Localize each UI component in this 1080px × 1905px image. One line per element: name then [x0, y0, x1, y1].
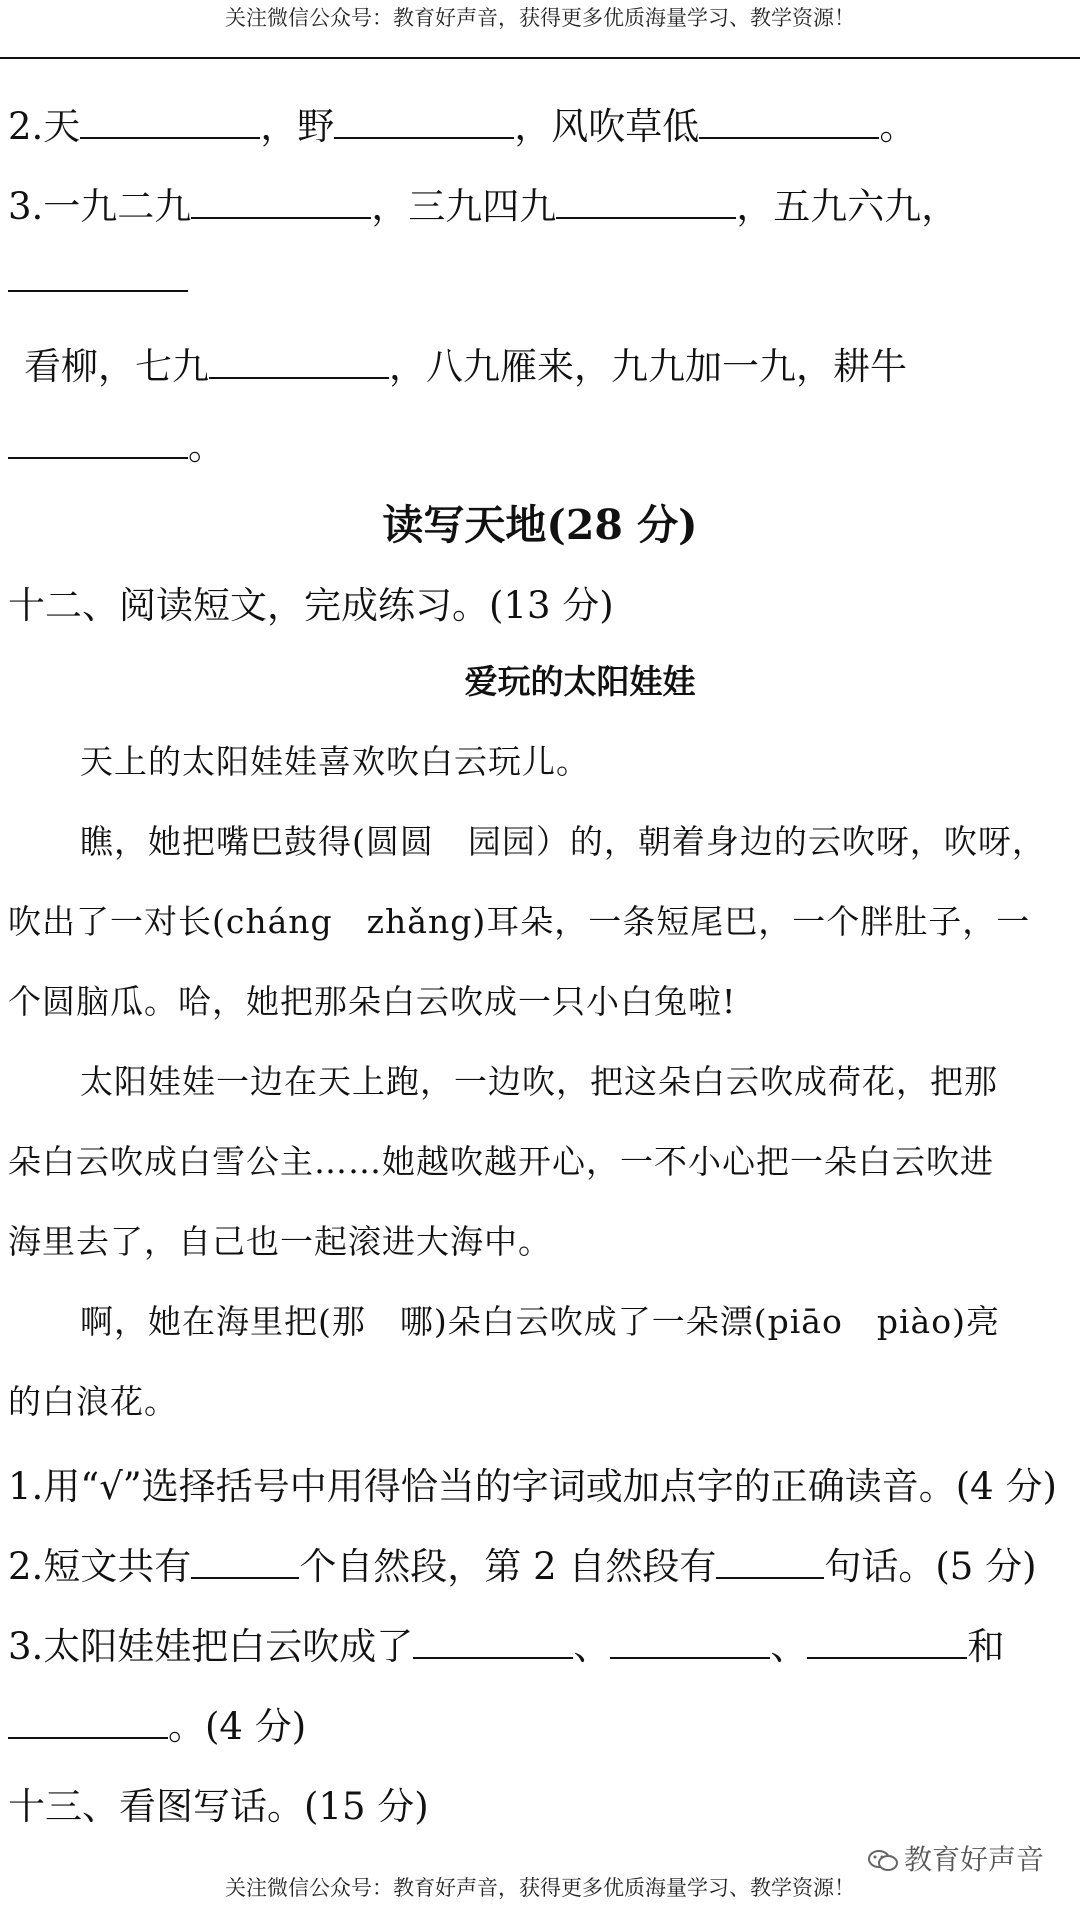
text-fragment: 2.天: [8, 105, 81, 148]
text-fragment: 。(4 分): [168, 1705, 307, 1748]
passage-line: 瞧，她把嘴巴鼓得(圆圆 园园）的，朝着身边的云吹呀，吹呀，: [80, 822, 1046, 861]
text-fragment: 3.一九二九: [8, 185, 192, 228]
passage-line: 天上的太阳娃娃喜欢吹白云玩儿。: [80, 742, 590, 781]
page-footer: 关注微信公众号：教育好声音，获得更多优质海量学习、教学资源！: [225, 1876, 855, 1900]
text-fragment: ，五九六九，: [736, 185, 959, 228]
fill-line-3a: [8, 176, 958, 230]
fill-line-3d: [8, 416, 225, 470]
q13-heading: 十三、看图写话。(15 分): [8, 1785, 429, 1828]
text-fragment: 3.太阳娃娃把白云吹成了: [8, 1625, 414, 1668]
answer-blank[interactable]: [8, 1701, 168, 1739]
passage-line: 的白浪花。: [8, 1382, 178, 1421]
passage-line: 朵白云吹成白雪公主……她越吹越开心，一不小心把一朵白云吹进: [8, 1142, 994, 1181]
text-fragment: ，风吹草低: [514, 105, 700, 148]
answer-blank[interactable]: [209, 341, 389, 379]
text-fragment: 。: [188, 425, 225, 468]
text-fragment: 句话。(5 分): [824, 1545, 1037, 1588]
passage-line: 啊，她在海里把(那 哪)朵白云吹成了一朵漂(piāo piào)亮: [80, 1302, 1000, 1341]
text-fragment: ，八九雁来，九九加一九，耕牛: [389, 345, 907, 388]
passage-line: 太阳娃娃一边在天上跑，一边吹，把这朵白云吹成荷花，把那: [80, 1062, 998, 1101]
answer-blank[interactable]: [807, 1621, 967, 1659]
passage-line: 海里去了，自己也一起滚进大海中。: [8, 1222, 552, 1261]
answer-blank[interactable]: [191, 181, 371, 219]
passage-line: 吹出了一对长(cháng zhǎng)耳朵，一条短尾巴，一个胖肚子，一: [8, 902, 1031, 941]
answer-blank[interactable]: [699, 101, 879, 139]
text-fragment: 2.短文共有: [8, 1545, 192, 1588]
passage-title: 爱玩的太阳娃娃: [464, 662, 696, 701]
text-fragment: 看柳，七九: [24, 345, 209, 388]
text-fragment: 、: [573, 1625, 611, 1668]
answer-blank[interactable]: [8, 290, 188, 292]
text-fragment: 。: [879, 105, 917, 148]
answer-blank[interactable]: [80, 101, 260, 139]
answer-blank[interactable]: [334, 101, 514, 139]
answer-blank[interactable]: [556, 181, 736, 219]
text-fragment: 和: [967, 1625, 1005, 1668]
answer-blank[interactable]: [191, 1541, 299, 1579]
watermark-text: 教育好声音: [903, 1843, 1044, 1876]
text-fragment: ，三九四九: [371, 185, 557, 228]
fill-line-3c: [24, 336, 907, 390]
text-fragment: ，野: [260, 105, 335, 148]
answer-blank[interactable]: [716, 1541, 824, 1579]
text-fragment: 、: [770, 1625, 808, 1668]
q12-sub3-cont: [8, 1696, 306, 1750]
fill-line-2: [8, 96, 916, 150]
wechat-icon: [868, 1846, 898, 1868]
q12-sub1: 1.用“√”选择括号中用得恰当的字词或加点字的正确读音。(4 分): [8, 1465, 1057, 1508]
answer-blank[interactable]: [610, 1621, 770, 1659]
section-title: 读写天地(28 分): [382, 501, 698, 549]
text-fragment: 个自然段，第 2 自然段有: [299, 1545, 717, 1588]
q12-sub2: [8, 1536, 1037, 1590]
page-header: 关注微信公众号：教育好声音，获得更多优质海量学习、教学资源！: [225, 6, 855, 30]
q12-heading: 十二、阅读短文，完成练习。(13 分): [8, 584, 614, 627]
q12-sub3: [8, 1616, 1004, 1670]
header-divider: [0, 57, 1080, 59]
passage-line: 个圆脑瓜。哈，她把那朵白云吹成一只小白兔啦!: [8, 982, 737, 1021]
answer-blank[interactable]: [8, 421, 188, 459]
answer-blank[interactable]: [413, 1621, 573, 1659]
